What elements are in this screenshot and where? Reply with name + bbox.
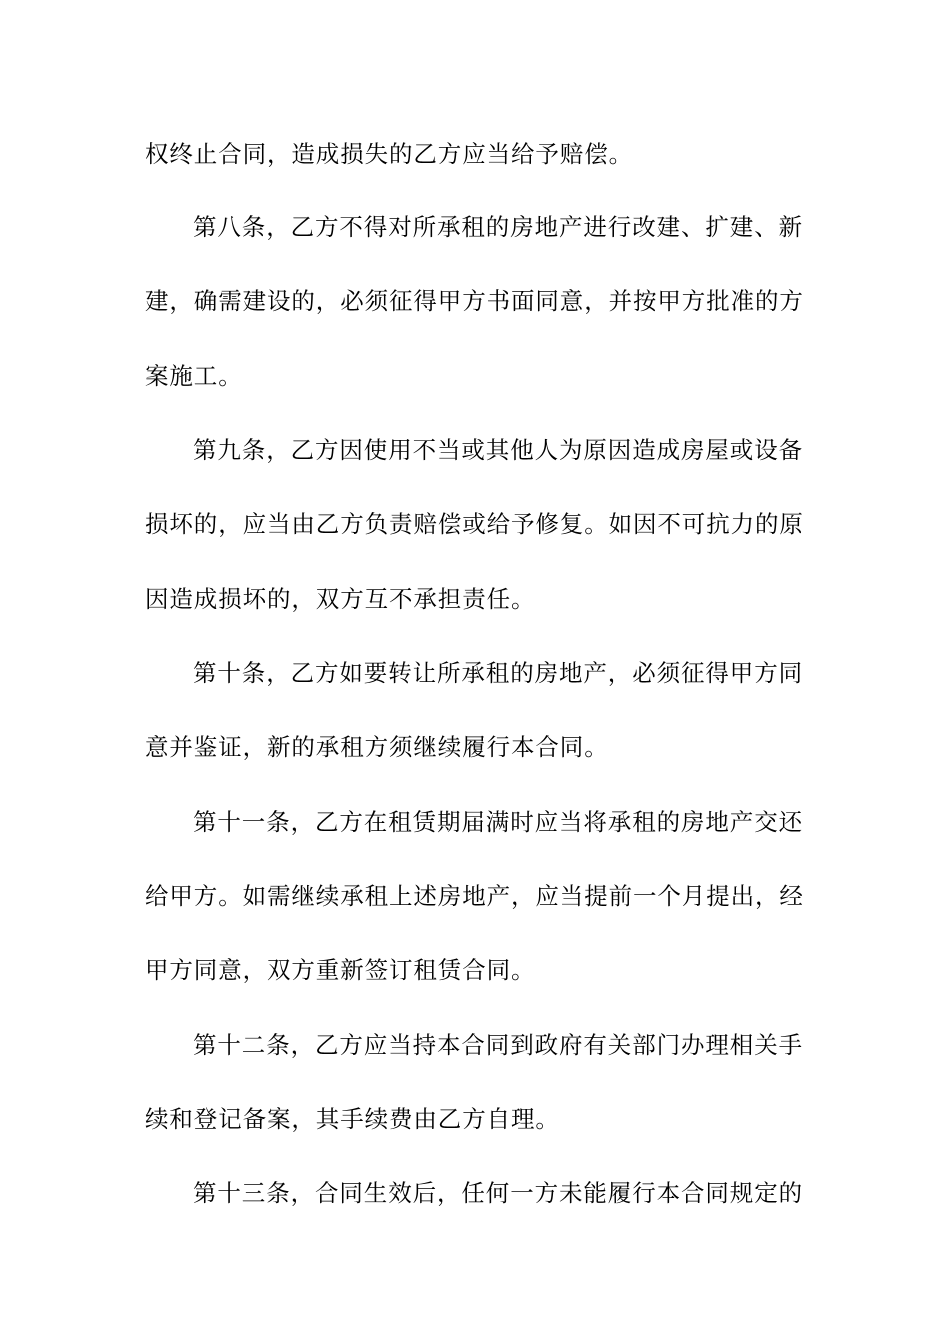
text-line-2: 第八条，乙方不得对所承租的房地产进行改建、扩建、新 [193,213,803,241]
text-line-11: 给甲方。如需继续承租上述房地产，应当提前一个月提出，经 [145,882,804,910]
text-line-5: 第九条，乙方因使用不当或其他人为原因造成房屋或设备 [193,436,803,464]
text-line-10: 第十一条，乙方在租赁期届满时应当将承租的房地产交还 [193,808,803,836]
text-line-1: 权终止合同，造成损失的乙方应当给予赔偿。 [145,140,633,168]
text-line-7: 因造成损坏的，双方互不承担责任。 [145,585,536,613]
text-line-4: 案施工。 [145,362,243,390]
text-line-9: 意并鉴证，新的承租方须继续履行本合同。 [145,733,609,761]
text-line-3: 建，确需建设的，必须征得甲方书面同意，并按甲方批准的方 [145,287,804,315]
text-line-12: 甲方同意，双方重新签订租赁合同。 [145,956,536,984]
text-line-13: 第十二条，乙方应当持本合同到政府有关部门办理相关手 [193,1031,803,1059]
text-line-14: 续和登记备案，其手续费由乙方自理。 [145,1105,560,1133]
text-line-6: 损坏的，应当由乙方负责赔偿或给予修复。如因不可抗力的原 [145,510,804,538]
text-line-8: 第十条，乙方如要转让所承租的房地产，必须征得甲方同 [193,659,803,687]
text-line-15: 第十三条，合同生效后，任何一方未能履行本合同规定的 [193,1179,803,1207]
